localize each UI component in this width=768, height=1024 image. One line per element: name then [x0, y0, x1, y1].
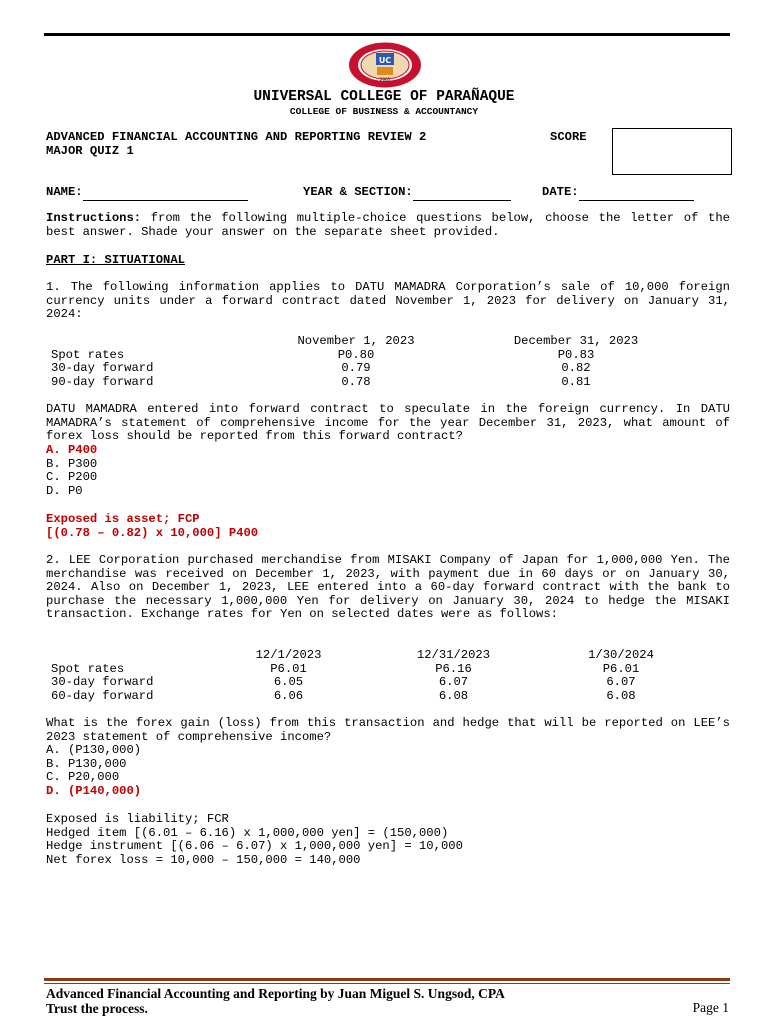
q1-choices — [46, 444, 97, 498]
page-number: Page 1 — [692, 1000, 729, 1015]
row-label: Spot rates — [51, 661, 125, 676]
score-label: SCORE — [550, 130, 587, 144]
cell: P6.16 — [435, 661, 472, 676]
cell: 0.79 — [341, 361, 371, 376]
date-line — [579, 186, 694, 201]
q1-rates-table — [46, 335, 686, 389]
solution-line: Exposed is asset; FCP — [46, 512, 200, 526]
solution-line: Net forex loss = 10,000 – 150,000 = 140,000 — [46, 852, 361, 867]
college-name: COLLEGE OF BUSINESS & ACCOUNTANCY — [289, 106, 479, 117]
footer-rule — [44, 978, 730, 981]
svg-text:2005: 2005 — [379, 77, 391, 82]
solution-line: Exposed is liability; FCR — [46, 812, 229, 826]
table-row — [46, 676, 706, 690]
row-label: 30-day forward — [51, 361, 154, 376]
table-row — [46, 690, 706, 704]
choice-a-correct: A. P400 — [46, 443, 98, 457]
choice-c: C. P20,000 — [46, 770, 120, 785]
year-section-label: YEAR & SECTION: — [303, 185, 413, 199]
q2-question: What is the forex gain (loss) from this transaction and hedge that will be reported on LEE’s 2023 statement of comprehensive income? — [46, 716, 730, 744]
cell: 6.08 — [606, 688, 636, 703]
q2-col-header: 12/31/2023 — [416, 648, 491, 662]
college-seal-logo — [347, 42, 423, 88]
choice-d: D. P0 — [46, 483, 83, 498]
q2-solution — [46, 813, 463, 867]
q1-col-header: November 1, 2023 — [297, 334, 415, 348]
table-row — [46, 376, 686, 390]
choice-a: A. (P130,000) — [46, 743, 142, 757]
choice-b: B. P300 — [46, 456, 98, 471]
row-label: 60-day forward — [51, 688, 154, 703]
choice-c: C. P200 — [46, 470, 98, 485]
cell: 6.07 — [606, 675, 636, 690]
table-row — [46, 362, 686, 376]
footer-rule-thin — [44, 983, 730, 984]
cell: 6.05 — [273, 675, 304, 690]
cell: 0.81 — [561, 374, 591, 389]
q1-question: DATU MAMADRA entered into forward contract to speculate in the foreign currency. In DATU MAMADRA’s statement of comprehensive income for the year December 31, 2023, what amount of forex loss should be reported from this forward contract? — [46, 402, 730, 444]
q1-solution — [46, 513, 258, 540]
solution-line: Hedged item [(6.01 – 6.16) x 1,000,000 yen] = (150,000) — [46, 825, 449, 840]
school-name: UNIVERSAL COLLEGE OF PARAÑAQUE — [253, 89, 515, 105]
cell: 6.07 — [438, 675, 469, 690]
choice-d-correct: D. (P140,000) — [46, 783, 142, 798]
name-field — [46, 186, 248, 201]
q1-col-header: December 31, 2023 — [513, 334, 639, 348]
q2-rates-table — [46, 649, 706, 703]
table-row — [46, 663, 706, 677]
cell: P0.83 — [557, 347, 595, 362]
quiz-title: MAJOR QUIZ 1 — [46, 144, 134, 158]
score-box — [612, 128, 732, 175]
q2-choices — [46, 744, 141, 798]
date-label: DATE: — [542, 185, 579, 199]
solution-line: Hedge instrument [(6.06 – 6.07) x 1,000,000 yen] = 10,000 — [46, 839, 463, 854]
name-label: NAME: — [46, 185, 83, 199]
solution-line: [(0.78 – 0.82) x 10,000] P400 — [46, 525, 259, 540]
q1-text: 1. The following information applies to DATU MAMADRA Corporation’s sale of 10,000 foreign currency units under a forward contract dated November 1, 2023 for delivery on January 31, 2024: — [46, 280, 730, 322]
q2-col-header: 1/30/2024 — [588, 648, 654, 662]
instructions — [46, 212, 730, 239]
cell: 6.06 — [273, 688, 304, 703]
table-row — [46, 349, 686, 363]
instructions-label: Instructions: — [46, 211, 142, 225]
cell: P6.01 — [270, 661, 307, 676]
course-title: ADVANCED FINANCIAL ACCOUNTING AND REPORTING REVIEW 2 — [46, 130, 427, 144]
cell: 0.78 — [341, 374, 371, 389]
choice-b: B. P130,000 — [46, 756, 127, 771]
name-line — [83, 186, 248, 201]
cell: 0.82 — [561, 361, 591, 376]
row-label: 90-day forward — [51, 374, 154, 389]
year-section-line — [413, 186, 511, 201]
year-section-field — [303, 186, 511, 201]
cell: 6.08 — [438, 688, 469, 703]
cell: P0.80 — [337, 347, 375, 362]
footer-author: Advanced Financial Accounting and Reporting by Juan Miguel S. Ungsod, CPA — [46, 986, 505, 1001]
q2-text: 2. LEE Corporation purchased merchandise from MISAKI Company of Japan for 1,000,000 Yen. The merchandise was received on December 1, 2023, with payment due in 60 days or on January 30, 2024. Also on December 1, 2023, LEE entered into a 60-day forward contract with the bank to purchase the necessary 1,000,000 Yen for delivery on January 30, 2024 to hedge the MISAKI transaction. Exchange rates for Yen on selected dates were as follows: — [46, 553, 730, 622]
footer-motto: Trust the process. — [46, 1001, 148, 1016]
instructions-text: from the following multiple-choice questions below, choose the letter of the best answer. Shade your answer on the separate sheet provided. — [46, 211, 730, 239]
date-field — [542, 186, 694, 201]
part-title: PART I: SITUATIONAL — [46, 253, 185, 267]
svg-text:UC: UC — [378, 56, 392, 65]
top-rule — [44, 33, 730, 36]
q2-col-header: 12/1/2023 — [255, 648, 322, 662]
row-label: 30-day forward — [51, 675, 154, 690]
row-label: Spot rates — [51, 347, 125, 362]
cell: P6.01 — [602, 661, 640, 676]
